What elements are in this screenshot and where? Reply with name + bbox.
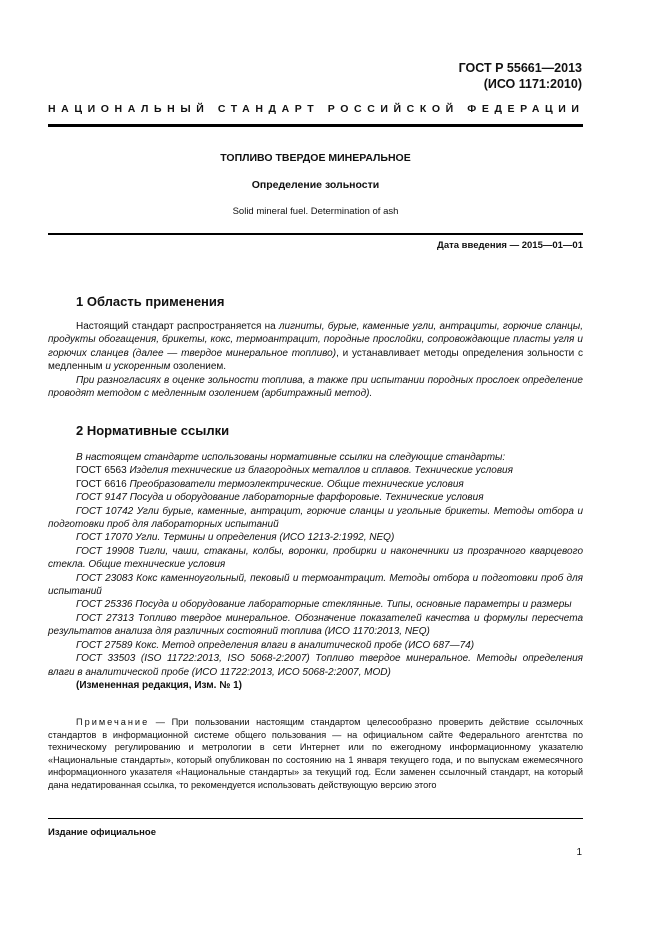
- section-1-paragraph-2: При разногласиях в оценке зольности топлива, а также при испытании породных прослоек определение проводят методом с медленным озолением (арбитражный метод).: [48, 374, 583, 400]
- reference-list: [48, 464, 583, 679]
- revision-note: (Измененная редакция, Изм. № 1): [76, 679, 243, 691]
- reference-item: [48, 491, 583, 504]
- reference-item: [48, 639, 583, 652]
- reference-title: (ISO 11722:2013, ISO 5068-2:2007) Топливо твердое минеральное. Методы определения влаги в аналитической пробе (ИСО 11722:2013, ИСО 5068-2:2007, MOD): [48, 653, 584, 678]
- text-run: , и устанавливает методы определения зольности с медленным: [48, 347, 583, 373]
- reference-title: Тигли, чаши, стаканы, колбы, воронки, пробирки и наконечники из прозрачного кварцевого стекла. Общие технические условия: [48, 545, 583, 571]
- note-text: — При пользовании настоящим стандартом целесообразно проверить действие ссылочных стандартов в информационной системе общего пользования — на официальном сайте Федерального агентства по техническому регулированию и метрологии в сети Интернет или по ежегодному информационному указателю «Национальные стандарты», который опубликован по состоянию на 1 января текущего года, и по выпускам ежемесячного информационного указателя «Национальные стандарты» за текущий год. Если заменен ссылочный стандарт, на который дана недатированная ссылка, то рекомендуется использовать действующую версию этого: [48, 717, 583, 790]
- section-1-paragraph-1: [48, 320, 583, 374]
- section-2-intro: В настоящем стандарте использованы нормативные ссылки на следующие стандарты:: [76, 452, 506, 463]
- reference-item: [48, 545, 583, 572]
- reference-code: ГОСТ 27589: [76, 639, 136, 651]
- reference-code: ГОСТ 10742: [76, 505, 137, 517]
- reference-title: Преобразователи термоэлектрические. Общие технические условия: [129, 478, 464, 490]
- note-label: Примечание: [76, 717, 150, 727]
- reference-title: Посуда и оборудование лабораторные стеклянные. Типы, основные параметры и размеры: [135, 599, 572, 611]
- reference-item: [48, 505, 583, 532]
- text-run: озолением.: [170, 361, 227, 373]
- section-1-heading: 1 Область применения: [76, 294, 225, 309]
- text-run-italic: и ускоренным: [105, 361, 171, 373]
- document-code-iso: (ИСО 1171:2010): [483, 77, 582, 91]
- reference-item: [48, 478, 583, 491]
- reference-title: Угли бурые, каменные, антрацит, горючие сланцы и угольные брикеты. Методы отбора и подготовки проб для лабораторных испытаний: [48, 505, 584, 531]
- header-rule: [48, 124, 583, 127]
- reference-code: ГОСТ 9147: [76, 492, 130, 504]
- document-code: [459, 60, 582, 92]
- footer-rule: [48, 818, 583, 819]
- reference-code: ГОСТ 19908: [76, 545, 139, 557]
- reference-code: ГОСТ 33503: [76, 653, 141, 665]
- reference-item: [48, 464, 583, 477]
- reference-title: Топливо твердое минеральное. Обозначение показателей качества и формулы пересчета результатов анализа для различных состояний топлива (ИСО 1170:2013, NEQ): [48, 612, 584, 638]
- reference-title: Угли. Термины и определения (ИСО 1213-2:1992, NEQ): [135, 532, 395, 544]
- document-title-english: Solid mineral fuel. Determination of ash: [232, 206, 399, 217]
- reference-item: [48, 652, 583, 679]
- section-2-body: [48, 451, 583, 692]
- reference-code: ГОСТ 23083: [76, 572, 137, 584]
- document-code-gost: ГОСТ Р 55661—2013: [458, 61, 582, 75]
- reference-title: Кокс каменноугольный, пековый и термоантрацит. Методы отбора и подготовки проб для испытаний: [48, 572, 583, 598]
- reference-title: Кокс. Метод определения влаги в аналитической пробе (ИСО 687—74): [135, 639, 475, 651]
- title-rule: [48, 233, 583, 235]
- section-1-body: [48, 320, 583, 400]
- reference-item: [48, 531, 583, 544]
- national-standard-heading: НАЦИОНАЛЬНЫЙ СТАНДАРТ РОССИЙСКОЙ ФЕДЕРАЦИИ: [48, 103, 585, 115]
- reference-title: Изделия технические из благородных металлов и сплавов. Технические условия: [129, 465, 513, 477]
- document-title: ТОПЛИВО ТВЕРДОЕ МИНЕРАЛЬНОЕ: [220, 152, 411, 164]
- reference-title: Посуда и оборудование лабораторные фарфоровые. Технические условия: [129, 492, 484, 504]
- document-subtitle: Определение зольности: [251, 179, 380, 191]
- reference-code: ГОСТ 6616: [76, 478, 130, 490]
- reference-code: ГОСТ 25336: [76, 599, 136, 611]
- reference-item: [48, 612, 583, 639]
- reference-code: ГОСТ 6563: [76, 465, 130, 477]
- reference-code: ГОСТ 27313: [76, 612, 138, 624]
- edition-label: Издание официальное: [48, 827, 156, 838]
- reference-item: [48, 598, 583, 611]
- introduction-date: Дата введения — 2015—01—01: [437, 240, 583, 251]
- note-paragraph: [48, 716, 583, 792]
- section-2-heading: 2 Нормативные ссылки: [76, 423, 230, 438]
- page-number: 1: [576, 847, 582, 858]
- reference-item: [48, 572, 583, 599]
- text-run: Настоящий стандарт распространяется на: [76, 321, 279, 332]
- reference-code: ГОСТ 17070: [76, 532, 136, 544]
- text-run-italic: лигниты, бурые, каменные угли, антрациты, горючие сланцы, продукты обогащения, брикеты, кокс, термоантрацит, породные прослойки, сопровождающие пласты угля и горючих сланцев (далее — твердое минеральное топливо): [48, 321, 583, 359]
